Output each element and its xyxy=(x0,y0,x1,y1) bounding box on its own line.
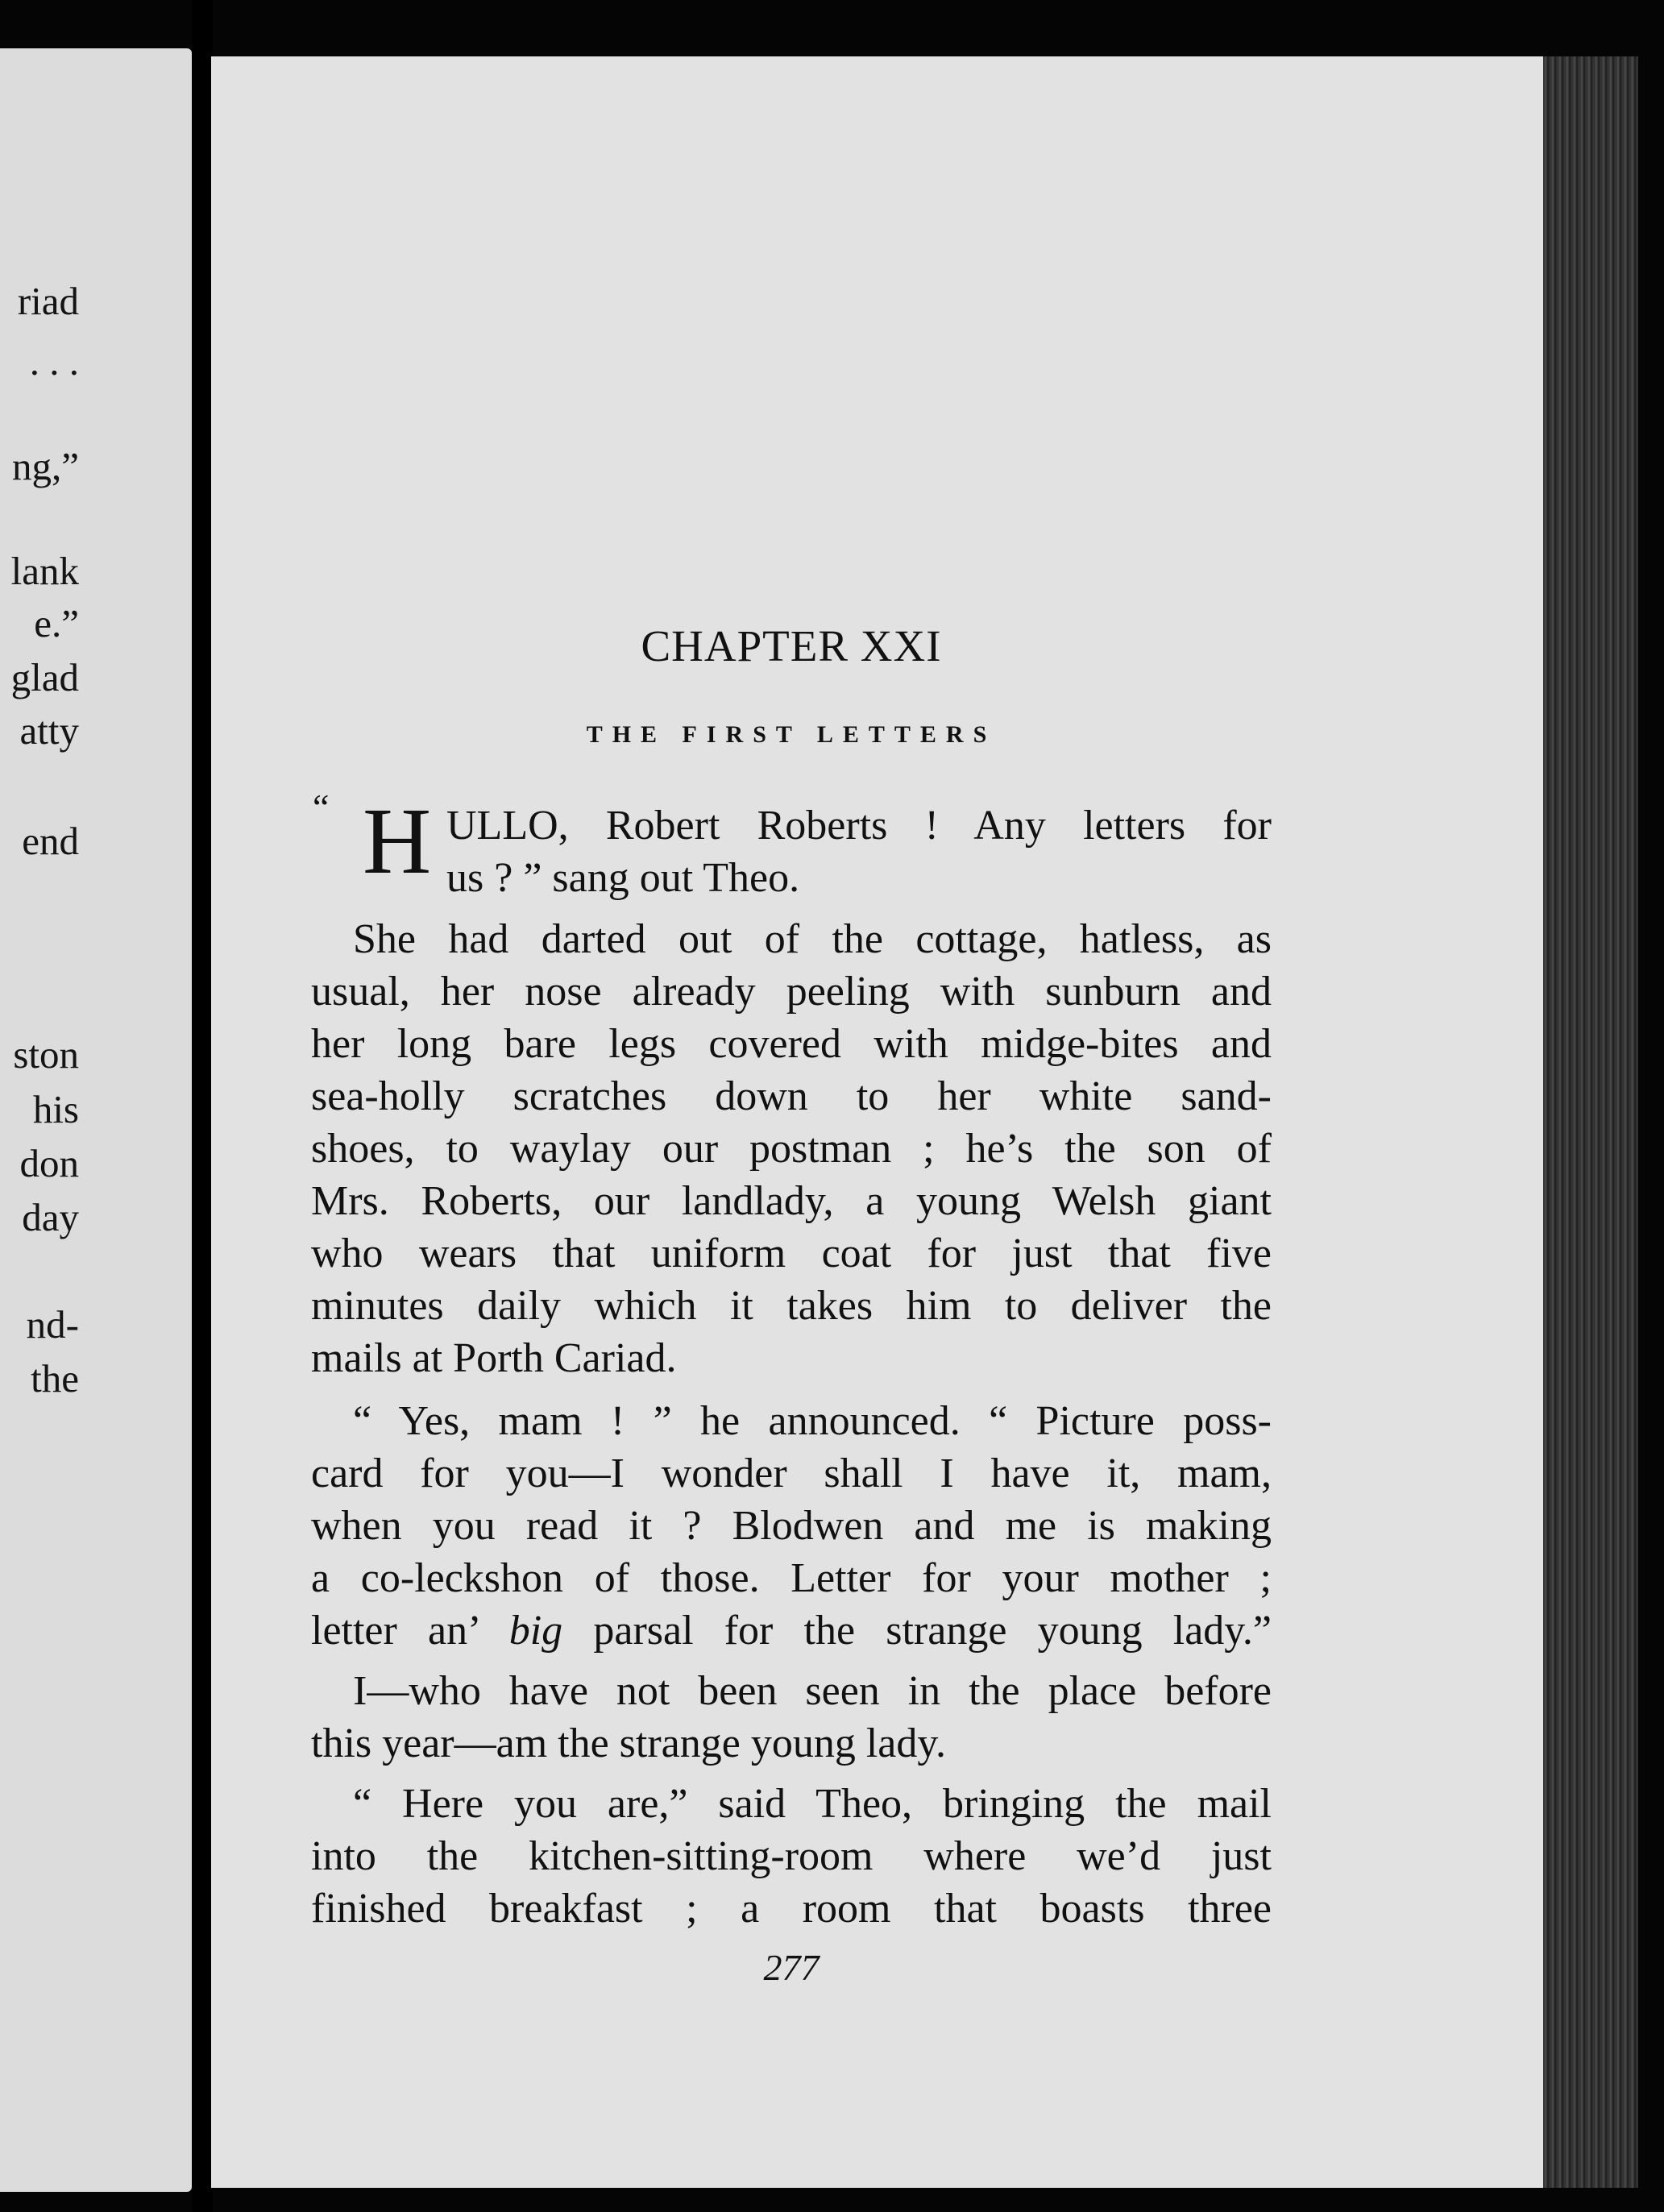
body-line: sea-holly scratches down to her white sand- xyxy=(311,1073,1272,1119)
body-line: “ Yes, mam ! ” he announced. “ Picture poss- xyxy=(353,1398,1272,1444)
body-line: usual, her nose already peeling with sunburn and xyxy=(311,969,1272,1015)
previous-page xyxy=(0,48,192,2192)
body-line: shoes, to waylay our postman ; he’s the son of xyxy=(311,1126,1272,1172)
left-fragment: . . . xyxy=(29,339,79,384)
left-fragment: atty xyxy=(19,708,79,753)
left-fragment: glad xyxy=(10,655,79,699)
body-line: this year—am the strange young lady. xyxy=(311,1720,946,1766)
body-line: a co-leckshon of those. Letter for your mother ; xyxy=(311,1555,1272,1601)
body-line: card for you—I wonder shall I have it, mam, xyxy=(311,1450,1272,1496)
opening-line: ULLO, Robert Roberts ! Any letters for xyxy=(446,803,1272,849)
chapter-subtitle: THE FIRST LETTERS xyxy=(586,721,997,748)
left-fragment: lank xyxy=(10,549,79,593)
chapter-title: CHAPTER XXI xyxy=(641,621,942,670)
body-line: finished breakfast ; a room that boasts three xyxy=(311,1886,1272,1932)
page-number: 277 xyxy=(763,1947,820,1988)
book-gutter xyxy=(192,0,213,2212)
body-line: I—who have not been seen in the place before xyxy=(353,1668,1272,1714)
body-line: letter an’ big parsal for the strange young lady.” xyxy=(311,1608,1272,1654)
opening-line: us ? ” sang out Theo. xyxy=(446,855,800,901)
left-fragment: ston xyxy=(13,1032,79,1077)
body-line: into the kitchen-sitting-room where we’d just xyxy=(311,1833,1272,1879)
opening-paragraph xyxy=(311,786,1272,907)
page-edges xyxy=(1543,56,1638,2188)
left-fragment: nd- xyxy=(26,1302,79,1347)
body-line: “ Here you are,” said Theo, bringing the mail xyxy=(353,1781,1272,1827)
body-line: mails at Porth Cariad. xyxy=(311,1335,677,1381)
opening-quote-mark: “ xyxy=(313,786,330,828)
drop-cap: H xyxy=(363,788,432,894)
body-line: She had darted out of the cottage, hatless, as xyxy=(353,916,1272,962)
left-fragment: day xyxy=(22,1195,79,1239)
body-line: minutes daily which it takes him to deliver the xyxy=(311,1283,1272,1329)
body-line: who wears that uniform coat for just that five xyxy=(311,1231,1272,1276)
left-fragment: don xyxy=(19,1141,79,1185)
body-line: her long bare legs covered with midge-bites and xyxy=(311,1021,1272,1067)
left-fragment: his xyxy=(32,1087,79,1131)
body-line: Mrs. Roberts, our landlady, a young Welsh giant xyxy=(311,1178,1272,1224)
left-fragment: end xyxy=(22,819,79,863)
emphasis-big: big xyxy=(508,1608,563,1654)
left-fragment: the xyxy=(31,1356,79,1401)
left-fragment: riad xyxy=(17,279,79,323)
body-line: when you read it ? Blodwen and me is making xyxy=(311,1503,1272,1549)
left-fragment: e.” xyxy=(34,601,79,645)
left-fragment: ng,” xyxy=(12,444,79,488)
